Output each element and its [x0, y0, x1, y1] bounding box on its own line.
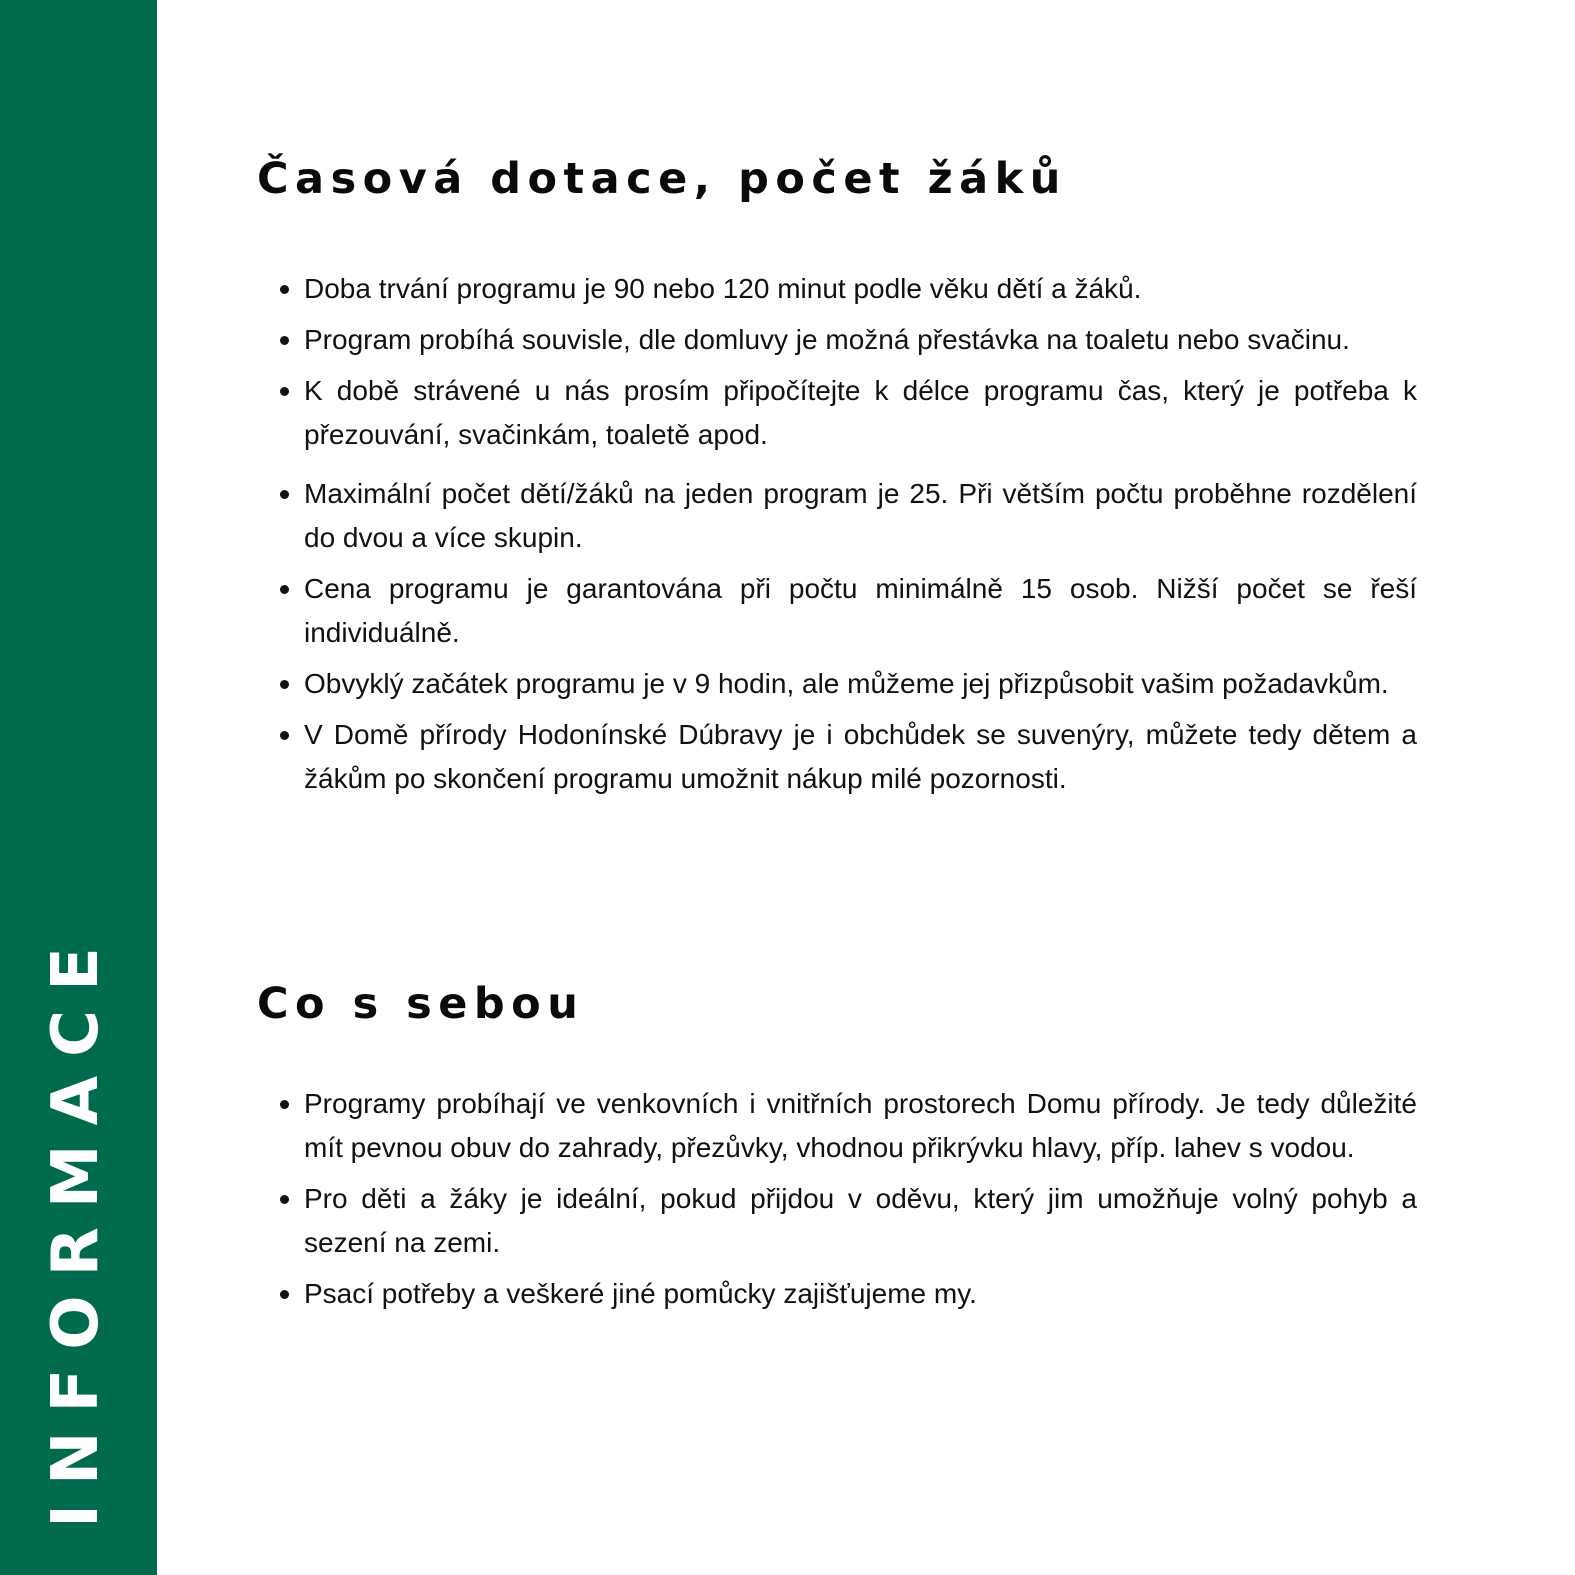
bullet-list-time-allocation — [257, 267, 1417, 808]
section-title-what-to-bring: Co s sebou — [257, 979, 585, 1029]
section-title-time-allocation: Časová dotace, počet žáků — [257, 154, 1067, 204]
list-item: Doba trvání programu je 90 nebo 120 minut podle věku dětí a žáků. — [257, 267, 1417, 311]
bullet-list-what-to-bring — [257, 1082, 1417, 1323]
list-item: Obvyklý začátek programu je v 9 hodin, ale můžeme jej přizpůsobit vašim požadavkům. — [257, 662, 1417, 706]
sidebar-label: INFORMACE — [39, 928, 113, 1528]
list-item: Pro děti a žáky je ideální, pokud přijdou v oděvu, který jim umožňuje volný pohyb a sezení na zemi. — [257, 1177, 1417, 1265]
list-item: V Domě přírody Hodonínské Dúbravy je i obchůdek se suvenýry, můžete tedy dětem a žákům po skončení programu umožnit nákup milé pozornosti. — [257, 713, 1417, 801]
list-item: K době strávené u nás prosím připočítejte k délce programu čas, který je potřeba k přezouvání, svačinkám, toaletě apod. — [257, 369, 1417, 457]
list-item: Program probíhá souvisle, dle domluvy je možná přestávka na toaletu nebo svačinu. — [257, 318, 1417, 362]
list-item: Cena programu je garantována při počtu minimálně 15 osob. Nižší počet se řeší individuálně. — [257, 567, 1417, 655]
list-item: Maximální počet dětí/žáků na jeden program je 25. Při větším počtu proběhne rozdělení do dvou a více skupin. — [257, 472, 1417, 560]
list-item: Psací potřeby a veškeré jiné pomůcky zajišťujeme my. — [257, 1272, 1417, 1316]
sidebar-band — [0, 0, 157, 1575]
list-item: Programy probíhají ve venkovních i vnitřních prostorech Domu přírody. Je tedy důležité mít pevnou obuv do zahrady, přezůvky, vhodnou přikrývku hlavy, příp. lahev s vodou. — [257, 1082, 1417, 1170]
